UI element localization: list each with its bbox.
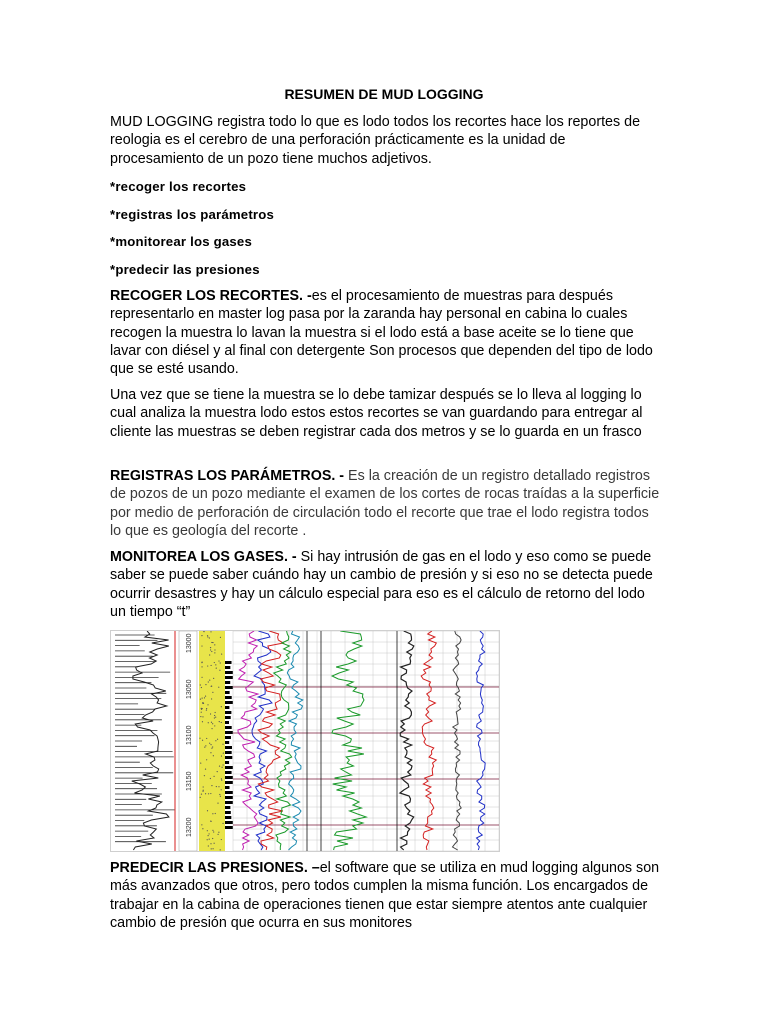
lithology-dot: [213, 755, 214, 756]
lithology-dot: [221, 706, 222, 707]
lithology-dot: [221, 755, 222, 756]
lithology-dot: [212, 692, 213, 693]
lithology-dot: [202, 721, 203, 722]
lithology-dot: [204, 746, 205, 747]
lithology-dot: [213, 776, 214, 777]
lithology-dot: [217, 771, 218, 772]
lithology-dot: [216, 786, 217, 787]
lithology-dot: [214, 652, 215, 653]
lithology-dot: [211, 642, 212, 643]
lithology-dot: [205, 745, 206, 746]
cuttings-mark: [225, 746, 232, 749]
lithology-dot: [206, 709, 207, 710]
lithology-dot: [202, 791, 203, 792]
cuttings-mark: [225, 786, 230, 789]
lithology-dot: [221, 722, 222, 723]
lithology-dot: [208, 722, 209, 723]
cuttings-mark: [225, 696, 232, 699]
lithology-dot: [207, 830, 208, 831]
lithology-dot: [208, 845, 209, 846]
lithology-dot: [214, 843, 215, 844]
lithology-dot: [209, 839, 210, 840]
cuttings-mark: [225, 796, 234, 799]
lithology-dot: [212, 830, 213, 831]
section-body: es el procesamiento de muestras para después representarlo en master log pasa por la zaranda hay personal en cabina lo cuales recogen la muestra lo lavan la muestra si el lodo está a base aceite se lo tiene que lavar con diésel y al final con detergente Son procesos que dependen del tipo de lodo que se esté usando.: [110, 288, 653, 378]
lithology-dot: [210, 843, 211, 844]
lithology-column: [199, 631, 225, 851]
lithology-dot: [215, 664, 216, 665]
lithology-dot: [221, 778, 222, 779]
intro-paragraph: [110, 113, 660, 168]
lithology-dot: [214, 715, 215, 716]
lithology-dot: [205, 684, 206, 685]
lithology-dot: [218, 660, 219, 661]
lithology-dot: [215, 813, 216, 814]
lithology-dot: [212, 813, 213, 814]
gamma-trace: [132, 631, 169, 850]
lithology-dot: [211, 785, 212, 786]
lithology-dot: [199, 738, 200, 739]
lithology-dot: [209, 743, 210, 744]
cuttings-mark: [225, 731, 233, 734]
cuttings-mark: [225, 666, 230, 669]
section-heading: MONITOREA LOS GASES. -: [110, 549, 297, 565]
lithology-dot: [210, 752, 211, 753]
lithology-dot: [200, 762, 201, 763]
section-heading: PREDECIR LAS PRESIONES. –: [110, 860, 320, 876]
lithology-dot: [220, 796, 221, 797]
lithology-dot: [205, 696, 206, 697]
lithology-dot: [204, 775, 205, 776]
lithology-dot: [208, 681, 209, 682]
mud-log-chart: [111, 631, 499, 851]
lithology-dot: [210, 821, 211, 822]
lithology-dot: [209, 680, 210, 681]
cuttings-mark: [225, 811, 231, 814]
depth-label: 13100: [186, 725, 193, 745]
lithology-dot: [200, 716, 201, 717]
lithology-dot: [214, 725, 215, 726]
bullet-item: *recoger los recortes: [110, 179, 247, 194]
lithology-dot: [214, 644, 215, 645]
lithology-dot: [207, 810, 208, 811]
page-title: RESUMEN DE MUD LOGGING: [284, 86, 484, 102]
lithology-dot: [215, 740, 216, 741]
lithology-dot: [207, 839, 208, 840]
lithology-dot: [204, 697, 205, 698]
cuttings-mark: [225, 676, 233, 679]
cuttings-mark: [225, 806, 230, 809]
lithology-dot: [221, 839, 222, 840]
lithology-dot: [213, 678, 214, 679]
cuttings-mark: [225, 771, 232, 774]
lithology-dot: [206, 738, 207, 739]
depth-label: 13000: [186, 633, 193, 653]
lithology-dot: [221, 767, 222, 768]
lithology-dot: [205, 793, 206, 794]
lithology-dot: [201, 824, 202, 825]
lithology-dot: [201, 666, 202, 667]
section-gases: [110, 548, 660, 621]
lithology-dot: [208, 835, 209, 836]
bullet-item: *predecir las presiones: [110, 262, 260, 277]
lithology-dot: [208, 793, 209, 794]
lithology-dot: [202, 740, 203, 741]
lithology-dot: [201, 635, 202, 636]
lithology-dot: [207, 665, 208, 666]
lithology-dot: [219, 721, 220, 722]
lithology-dot: [206, 708, 207, 709]
cuttings-mark: [225, 761, 229, 764]
depth-label: 13150: [186, 771, 193, 791]
section-body: Es la creación de un registro detallado registros de pozos de un pozo mediante el examen de los cortes de rocas traídas a la superficie por medio de perforación de circulación todo el recorte que trae el lodo registra todos lo que es geología del recorte .: [110, 468, 660, 539]
lithology-dot: [217, 834, 218, 835]
cuttings-mark: [225, 736, 231, 739]
depth-label: 13050: [186, 679, 193, 699]
lithology-dot: [209, 637, 210, 638]
lithology-dot: [210, 631, 211, 632]
lithology-dot: [201, 712, 202, 713]
lithology-dot: [218, 832, 219, 833]
cuttings-mark: [225, 711, 231, 714]
cuttings-mark: [225, 721, 229, 724]
lithology-dot: [219, 766, 220, 767]
lithology-dot: [223, 752, 224, 753]
lithology-dot: [214, 717, 215, 718]
lithology-dot: [222, 764, 223, 765]
lithology-dot: [201, 677, 202, 678]
section-recortes: [110, 287, 660, 378]
section-recortes-paragraph2: [110, 386, 660, 441]
lithology-dot: [211, 722, 212, 723]
mud-log-image: [110, 630, 500, 852]
lithology-dot: [201, 687, 202, 688]
lithology-dot: [211, 651, 212, 652]
lithology-dot: [215, 712, 216, 713]
lithology-dot: [207, 636, 208, 637]
cuttings-mark: [225, 816, 231, 819]
lithology-dot: [202, 708, 203, 709]
lithology-dot: [201, 645, 202, 646]
cuttings-mark: [225, 741, 229, 744]
lithology-dot: [200, 684, 201, 685]
lithology-dot: [201, 794, 202, 795]
cuttings-mark: [225, 701, 234, 704]
lithology-dot: [220, 637, 221, 638]
lithology-dot: [214, 662, 215, 663]
lithology-dot: [212, 642, 213, 643]
lithology-dot: [203, 631, 204, 632]
lithology-dot: [210, 647, 211, 648]
lithology-dot: [211, 686, 212, 687]
lithology-dot: [210, 778, 211, 779]
lithology-dot: [200, 797, 201, 798]
cuttings-mark: [225, 726, 232, 729]
lithology-dot: [221, 789, 222, 790]
lithology-dot: [211, 748, 212, 749]
section-body: Si hay intrusión de gas en el lodo y eso como se puede saber se puede saber cuándo hay un cambio de presión y si eso no se detecta puede ocurrir desastres y hay un cálculo especial para eso es el cálculo de retorno del lodo un tiempo “t”: [110, 549, 653, 620]
lithology-dot: [211, 698, 212, 699]
lithology-dot: [220, 849, 221, 850]
cuttings-mark: [225, 776, 233, 779]
cuttings-mark: [225, 691, 230, 694]
lithology-dot: [201, 662, 202, 663]
lithology-dot: [208, 833, 209, 834]
lithology-dot: [212, 848, 213, 849]
lithology-dot: [216, 667, 217, 668]
lithology-dot: [209, 654, 210, 655]
cuttings-mark: [225, 671, 234, 674]
cuttings-mark: [225, 766, 234, 769]
lithology-dot: [221, 780, 222, 781]
lithology-dot: [210, 649, 211, 650]
lithology-dot: [200, 699, 201, 700]
lithology-dot: [205, 769, 206, 770]
lithology-dot: [219, 670, 220, 671]
lithology-dot: [203, 790, 204, 791]
lithology-dot: [219, 794, 220, 795]
lithology-dot: [202, 828, 203, 829]
lithology-dot: [202, 703, 203, 704]
lithology-dot: [202, 698, 203, 699]
cuttings-mark: [225, 751, 232, 754]
bullet-item: *monitorear los gases: [110, 234, 252, 249]
lithology-dot: [221, 653, 222, 654]
lithology-dot: [210, 793, 211, 794]
lithology-dot: [203, 786, 204, 787]
lithology-dot: [211, 728, 212, 729]
depth-label: 13200: [186, 817, 193, 837]
cuttings-mark: [225, 706, 229, 709]
lithology-dot: [222, 823, 223, 824]
lithology-dot: [217, 803, 218, 804]
section-body: el software que se utiliza en mud logging algunos son más avanzados que otros, pero todos cumplen la misma función. Los encargados de trabajar en la cabina de operaciones tienen que estar siempre atentos ante cualquier cambio de presión que ocurra en sus monitores: [110, 860, 660, 931]
lithology-dot: [218, 687, 219, 688]
lithology-dot: [213, 831, 214, 832]
lithology-dot: [207, 635, 208, 636]
lithology-dot: [222, 744, 223, 745]
lithology-dot: [214, 649, 215, 650]
lithology-dot: [210, 744, 211, 745]
lithology-dot: [211, 665, 212, 666]
cuttings-mark: [225, 756, 232, 759]
lithology-dot: [220, 662, 221, 663]
bullet-item: *registras los parámetros: [110, 207, 275, 222]
section-heading: RECOGER LOS RECORTES. -: [110, 288, 312, 304]
section-parametros: [110, 467, 660, 540]
lithology-dot: [218, 786, 219, 787]
paragraph-text: Una vez que se tiene la muestra se lo debe tamizar después se lo lleva al logging lo cual analiza la muestra lodo estos estos recortes se van guardando para entregar al cliente las muestras se deben registrar cada dos metros y se lo guarda en un frasco: [110, 387, 643, 440]
cuttings-mark: [225, 781, 234, 784]
lithology-dot: [202, 716, 203, 717]
cuttings-mark: [225, 681, 230, 684]
cuttings-mark: [225, 661, 232, 664]
cuttings-mark: [225, 686, 233, 689]
intro-text: MUD LOGGING registra todo lo que es lodo todos los recortes hace los reportes de reologia es el cerebro de una perforación prácticamente es la unidad de procesamiento de un pozo tiene muchos adjetivos.: [110, 114, 641, 167]
lithology-dot: [206, 759, 207, 760]
cuttings-mark: [225, 716, 231, 719]
section-heading: REGISTRAS LOS PARÁMETROS. -: [110, 468, 345, 484]
lithology-dot: [207, 704, 208, 705]
cuttings-mark: [225, 826, 233, 829]
lithology-dot: [217, 739, 218, 740]
lithology-dot: [215, 717, 216, 718]
section-presiones: [110, 859, 660, 932]
lithology-dot: [211, 848, 212, 849]
lithology-dot: [210, 713, 211, 714]
lithology-dot: [212, 723, 213, 724]
lithology-dot: [212, 746, 213, 747]
lithology-dot: [212, 838, 213, 839]
